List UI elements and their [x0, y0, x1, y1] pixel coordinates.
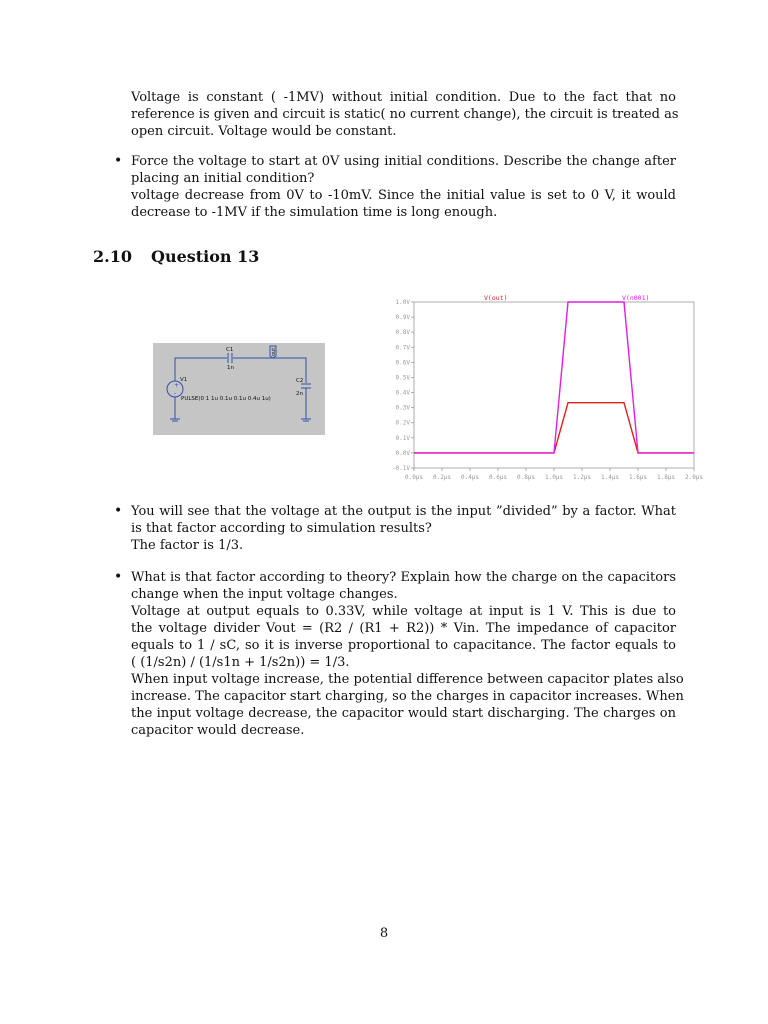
x-tick-label: 1.4µs [600, 474, 620, 481]
text-line: What is that factor according to theory? Explain how the charge on the capacitors [131, 570, 676, 585]
y-tick-label: 0.9V [395, 314, 410, 322]
text-line: decrease to -1MV if the simulation time is long enough. [131, 205, 498, 220]
c1-value: 1n [227, 365, 234, 371]
y-tick-label: -0.1V [391, 465, 410, 472]
bullet-2-text [131, 503, 676, 554]
bullet-3-text [131, 569, 684, 739]
x-tick-label: 0.4µs [460, 474, 480, 481]
paragraph-1 [131, 89, 679, 140]
bullet-marker: • [114, 569, 123, 585]
text-line: ( (1/s2n) / (1/s1n + 1/s2n)) = 1/3. [131, 655, 350, 670]
out-label: out [271, 347, 277, 356]
text-line: The factor is 1/3. [131, 538, 244, 553]
text-line: equals to 1 / sC, so it is inverse proportional to capacitance. The factor equals to [131, 638, 676, 653]
simulation-plot [384, 294, 706, 484]
y-tick-label: 0.7V [395, 344, 410, 352]
v1-label: V1 [180, 377, 188, 383]
bullet-marker: • [114, 153, 123, 169]
v1-minus-sign: - [174, 390, 177, 397]
text-line: When input voltage increase, the potential difference between capacitor plates also [131, 672, 684, 687]
c2-value: 2n [296, 391, 303, 397]
section-title: Question 13 [151, 247, 260, 266]
source-spec: PULSE(0 1 1u 0.1u 0.1u 0.4u 1u) [181, 396, 271, 402]
section-heading [93, 247, 259, 267]
text-line: voltage decrease from 0V to -10mV. Since the initial value is set to 0 V, it would [131, 188, 676, 203]
plot-frame [414, 302, 694, 468]
y-tick-label: 0.5V [395, 374, 410, 382]
text-line: change when the input voltage changes. [131, 587, 398, 602]
x-tick-label: 0.0µs [404, 474, 424, 481]
y-tick-label: 0.6V [395, 359, 410, 367]
y-tick-label: 0.0V [395, 449, 410, 457]
x-tick-label: 0.2µs [432, 474, 452, 481]
y-tick-label: 1.0V [395, 299, 410, 306]
y-tick-label: 0.1V [395, 434, 410, 442]
legend-label: V(out) [484, 294, 508, 302]
text-line: open circuit. Voltage would be constant. [131, 124, 397, 139]
text-line: You will see that the voltage at the output is the input ”divided” by a factor. What [131, 504, 676, 519]
text-line: capacitor would decrease. [131, 723, 305, 738]
x-tick-label: 1.2µs [572, 474, 592, 481]
x-tick-label: 0.8µs [516, 474, 536, 481]
text-line: placing an initial condition? [131, 171, 315, 186]
bullet-marker: • [114, 503, 123, 519]
x-tick-label: 0.6µs [488, 474, 508, 481]
text-line: Voltage at output equals to 0.33V, while voltage at input is 1 V. This is due to [131, 604, 676, 619]
y-tick-label: 0.3V [395, 404, 410, 412]
y-tick-label: 0.2V [395, 419, 410, 427]
text-line: reference is given and circuit is static( no current change), the circuit is treated as [131, 107, 679, 122]
y-tick-label: 0.8V [395, 329, 410, 337]
text-line: is that factor according to simulation results? [131, 521, 432, 536]
x-tick-label: 2.0µs [684, 474, 704, 481]
c2-label: C2 [296, 378, 304, 384]
y-tick-label: 0.4V [395, 389, 410, 397]
text-line: Voltage is constant ( -1MV) without initial condition. Due to the fact that no [131, 90, 676, 105]
text-line: the input voltage decrease, the capacitor would start discharging. The charges on [131, 706, 676, 721]
x-tick-label: 1.8µs [656, 474, 676, 481]
c1-label: C1 [226, 347, 234, 353]
text-line: increase. The capacitor start charging, so the charges in capacitor increases. When [131, 689, 684, 704]
bullet-1-text [131, 153, 676, 221]
legend-label: V(n001) [622, 294, 650, 302]
x-tick-label: 1.6µs [628, 474, 648, 481]
text-line: Force the voltage to start at 0V using initial conditions. Describe the change after [131, 154, 676, 169]
x-tick-label: 1.0µs [544, 474, 564, 481]
page-number: 8 [379, 926, 389, 941]
v1-plus-sign: + [174, 382, 180, 389]
text-line: the voltage divider Vout = (R2 / (R1 + R2)) * Vin. The impedance of capacitor [131, 621, 676, 636]
section-number: 2.10 [93, 247, 132, 266]
plot-svg [384, 294, 706, 484]
circuit-schematic [153, 343, 325, 435]
schematic-drawing [153, 343, 325, 435]
